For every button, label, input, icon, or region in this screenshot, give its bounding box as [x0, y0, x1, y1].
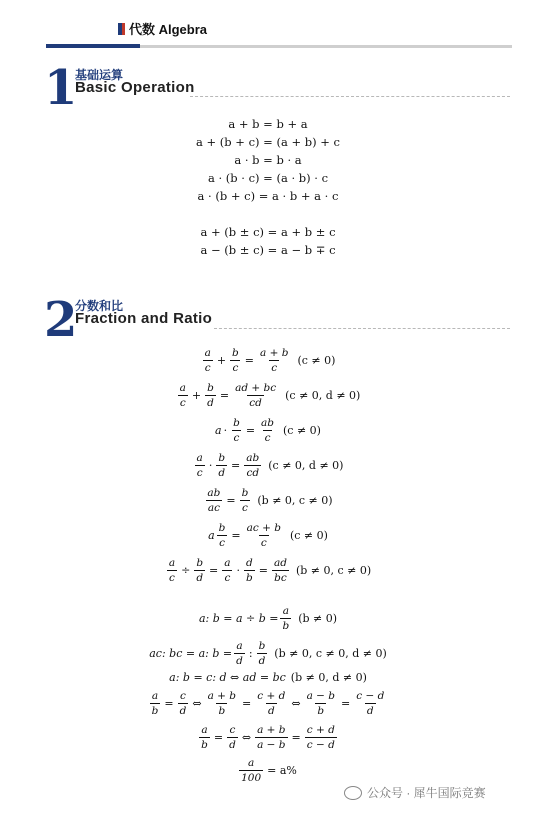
formula-fraction-divide: $\frac{a}{c}$ ÷ $\frac{b}{d}$ = $\frac{a}{c}$ · $\frac{d}{b}$ = $\frac{ad}{bc}$ (b ≠ 0, c ≠ 0) [168, 557, 372, 584]
formula-fraction-add-same: a c + $\frac{b}{c}$ = $\frac{a + b}{c}$ (c ≠ 0) [204, 347, 336, 374]
formula-minus-parentheses: a − (b ± c) = a − b ∓ c [200, 243, 336, 257]
condition: (b ≠ 0, c ≠ 0, d ≠ 0) [274, 647, 387, 660]
page-header [118, 19, 207, 38]
proportion-text: a: b = c: d ⇔ ad = bc [169, 671, 286, 684]
formula-fraction-cancel: $\frac{ab}{ac}$ = $\frac{b}{c}$ (b ≠ 0, c ≠ 0) [207, 487, 333, 514]
header-marker [118, 23, 125, 35]
section-1-divider [190, 96, 510, 97]
section-1-title-cn: 基础运算 [75, 68, 124, 82]
section-2-divider [214, 328, 510, 329]
wechat-icon [344, 786, 362, 800]
formula-proportion-sum-diff: $\frac{a}{b}$ = $\frac{c}{d}$ ⇔ $\frac{a + b}{a - b}$ = $\frac{c + d}{c - d}$ [201, 724, 335, 751]
formula-associative-add: a + (b + c) = (a + b) + c [196, 135, 340, 149]
formula-percent: $\frac{a}{100}$ = a% [241, 757, 297, 784]
formula-fraction-add-diff: a c + $\frac{b}{d}$ = $\frac{ad + bc}{cd}$ (c ≠ 0, d ≠ 0) [179, 382, 361, 409]
formula-commutative-mul: a · b = b · a [234, 153, 302, 167]
formula-proportion [0, 671, 536, 684]
formula-fraction-times-fraction: a c · $\frac{b}{d}$ = $\frac{ab}{cd}$ (c ≠ 0, d ≠ 0) [196, 452, 344, 479]
header-rule-accent [46, 44, 140, 48]
section-1-title-en: Basic Operation [75, 79, 195, 96]
section-2-number: 2 [44, 292, 78, 348]
section-2-title-cn: 分数和比 [75, 299, 124, 313]
section-1-number: 1 [44, 60, 78, 116]
watermark-text: 公众号 · 犀牛国际竞赛 [367, 786, 486, 800]
formula-mixed-number: a $\frac{b}{c}$ = $\frac{ac + b}{c}$ (c ≠ 0) [208, 522, 328, 549]
formula-ratio-definition: a: b = a ÷ b = $\frac{a}{b}$ (b ≠ 0) [198, 605, 338, 632]
condition: (b ≠ 0) [298, 612, 338, 625]
condition: (b ≠ 0, c ≠ 0) [257, 494, 333, 507]
condition: (c ≠ 0, d ≠ 0) [268, 459, 344, 472]
percent-rhs: = a% [267, 764, 297, 777]
condition: (c ≠ 0) [283, 424, 321, 437]
formula-ratio-scaling: ac: bc = a: b = $\frac{a}{d}$ : b d (b ≠ 0, c ≠ 0, d ≠ 0) [149, 640, 387, 667]
formula-associative-mul: a · (b · c) = (a · b) · c [207, 171, 329, 185]
condition: (b ≠ 0, d ≠ 0) [290, 671, 367, 684]
formula-plus-parentheses: a + (b ± c) = a + b ± c [200, 225, 336, 239]
condition: (c ≠ 0) [297, 354, 336, 367]
ratio-scaling-lhs: ac: bc = a: b = [149, 647, 233, 660]
header-title: 代数 Algebra [129, 22, 208, 37]
formula-distributive: a · (b + c) = a · b + a · c [197, 189, 339, 203]
condition: (c ≠ 0) [289, 529, 328, 542]
condition: (b ≠ 0, c ≠ 0) [295, 564, 372, 577]
condition: (c ≠ 0, d ≠ 0) [285, 389, 361, 402]
formula-commutative-add: a + b = b + a [228, 117, 308, 131]
formula-scalar-times-fraction: a · $\frac{b}{c}$ = $\frac{ab}{c}$ (c ≠ 0) [215, 417, 321, 444]
section-2-title-en: Fraction and Ratio [75, 310, 213, 327]
formula-proportion-compound: $\frac{a}{b}$ = $\frac{c}{d}$ ⇔ $\frac{a + b}{b}$ = $\frac{c + d}{d}$ ⇔ $\frac{a - b}{b}$ = $\frac{c - d}{d}$ [151, 690, 385, 717]
watermark [344, 784, 486, 801]
ratio-lhs: a: b = a ÷ b = [198, 612, 279, 625]
